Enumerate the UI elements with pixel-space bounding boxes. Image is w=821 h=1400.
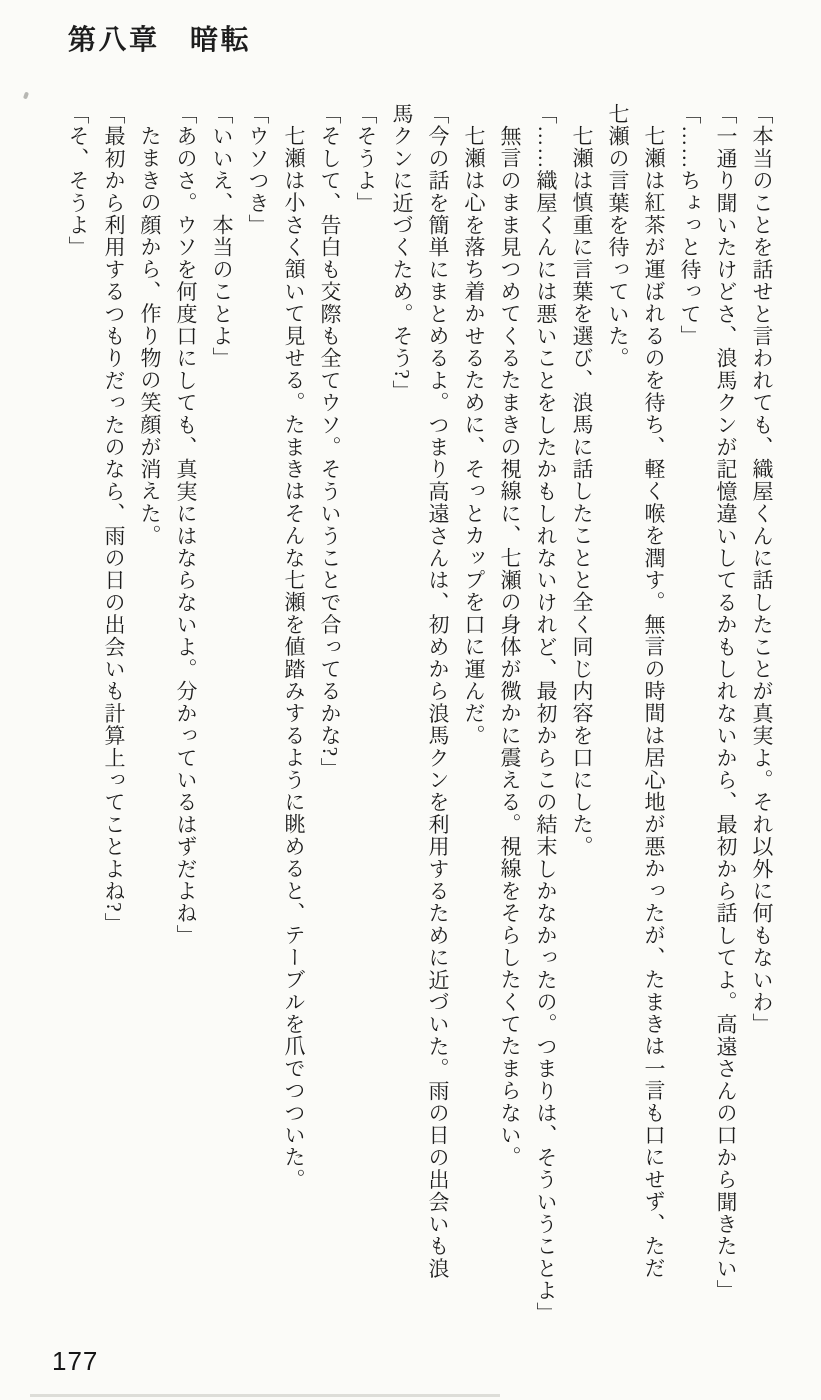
chapter-title: 第八章 暗転 — [68, 25, 252, 56]
text-line: 「ウソつき」 — [246, 103, 270, 237]
text-line: 「……織屋くんには悪いことをしたかもしれないけれど、最初からこの結末しかなかったの。つまりは、そういうことよ」 — [534, 103, 558, 1324]
body-text — [58, 103, 780, 1324]
text-line: 「本当のことを話せと言われても、織屋くんに話したことが真実よ。それ以外に何もないわ」 — [750, 103, 774, 1036]
text-line: 「一通り聞いたけどさ、浪馬クンが記憶違いしてるかもしれないから、最初から話してよ。高遠さんの口から聞きたい」 — [714, 103, 738, 1302]
text-line: 「そして、告白も交際も全てウソ。そういうことで合ってるかな?」 — [318, 103, 342, 780]
text-line: 「そ、そうよ」 — [66, 103, 90, 259]
text-line: 七瀬は小さく頷いて見せる。たまきはそんな七瀬を値踏みするように眺めると、テーブルを爪でつついた。 — [282, 125, 306, 1191]
text-line: 「あのさ。ウソを何度口にしても、真実にはならないよ。分かっているはずだよね」 — [174, 103, 198, 947]
text-line: 七瀬は心を落ち着かせるために、そっとカップを口に運んだ。 — [462, 125, 486, 747]
text-line: 「そうよ」 — [354, 103, 378, 214]
text-line: 七瀬の言葉を待っていた。 — [606, 103, 630, 370]
page-number: 177 — [52, 1346, 99, 1376]
scan-edge-line-artifact — [30, 1394, 500, 1397]
text-line: 「最初から利用するつもりだったのなら、雨の日の出会いも計算上ってことよね?」 — [102, 103, 126, 935]
text-line: 「いいえ、本当のことよ」 — [210, 103, 234, 370]
text-line: たまきの顔から、作り物の笑顔が消えた。 — [138, 125, 162, 547]
text-line: 馬クンに近づくため。そう?」 — [390, 103, 414, 403]
scan-speck-artifact — [23, 92, 29, 100]
text-line: 無言のまま見つめてくるたまきの視線に、七瀬の身体が微かに震える。視線をそらしたくてたまらない。 — [498, 125, 522, 1169]
text-line: 「今の話を簡単にまとめるよ。つまり高遠さんは、初めから浪馬クンを利用するために近づいた。雨の日の出会いも浪 — [426, 103, 450, 1280]
text-line: 七瀬は紅茶が運ばれるのを待ち、軽く喉を潤す。無言の時間は居心地が悪かったが、たまきは一言も口にせず、ただ — [642, 125, 666, 1280]
text-line: 七瀬は慎重に言葉を選び、浪馬に話したことと全く同じ内容を口にした。 — [570, 125, 594, 858]
text-line: 「……ちょっと待って」 — [678, 103, 702, 348]
